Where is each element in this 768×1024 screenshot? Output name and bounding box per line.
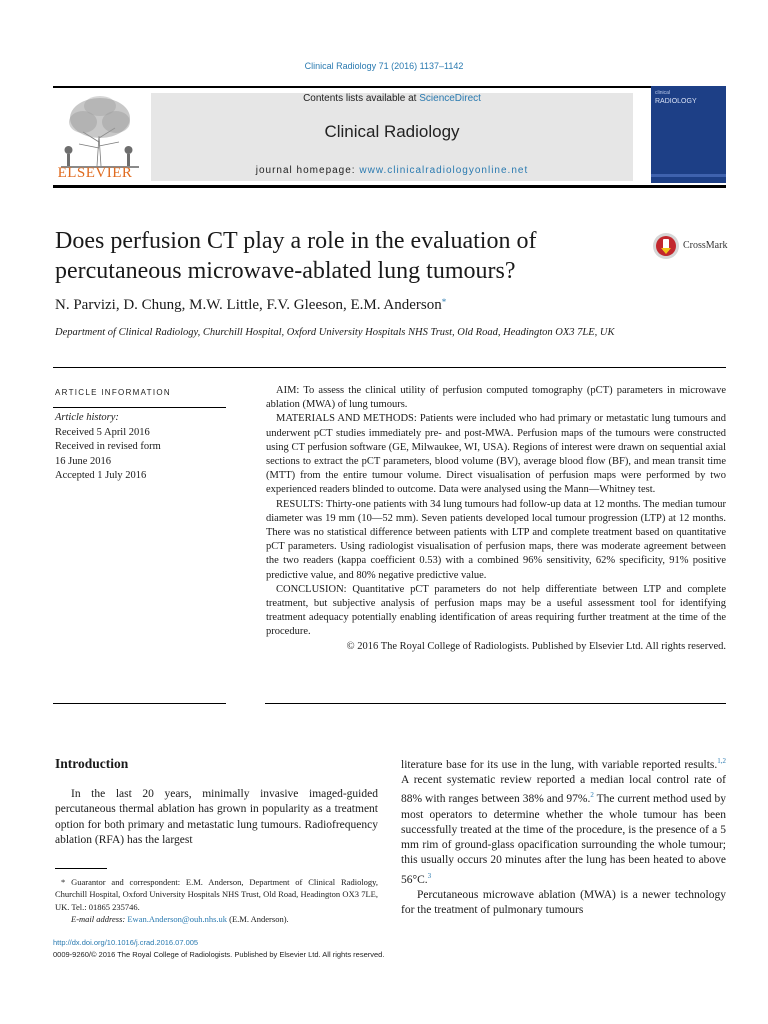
reference-link-1-2[interactable]: 1,2 xyxy=(717,757,726,765)
footnote-rule xyxy=(55,868,107,869)
right-p1-text-c: The current method used by most operators to determine whether the whole tumour has been successfully treated at the time of the procedure, is the presence of a 5 mm rim of ground-glass opacification surrounding the whole tumour; this usually occurs 20 minutes after the lung has been heated to above 56°C. xyxy=(401,793,726,886)
email-label: E-mail address: xyxy=(71,913,128,924)
revised-label: Received in revised form xyxy=(55,441,161,452)
journal-homepage-line xyxy=(151,165,633,176)
crossmark-label[interactable]: CrossMark xyxy=(683,240,728,251)
abstract xyxy=(266,384,726,654)
footnote-text: Guarantor and correspondent: E.M. Anderson, Department of Clinical Radiology, Churchill Hospital, Oxford University Hospitals NHS Trust, Old Road, Headington OX3 7LE, UK. Tel.: 01865 235746. xyxy=(55,877,378,912)
footnote-guarantor xyxy=(55,876,378,913)
homepage-prefix: journal homepage: xyxy=(255,165,360,176)
received-date: Received 5 April 2016 xyxy=(55,426,150,438)
elsevier-wordmark: ELSEVIER xyxy=(57,165,133,181)
article-title: Does perfusion CT play a role in the evaluation of percutaneous microwave-ablated lung tumours? xyxy=(55,228,537,284)
footnote xyxy=(55,876,378,925)
history-label: Article history: xyxy=(55,412,119,423)
footnote-email xyxy=(55,913,378,925)
doi-link[interactable]: http://dx.doi.org/10.1016/j.crad.2016.07.005 xyxy=(53,938,199,947)
author-list xyxy=(55,297,446,314)
journal-homepage-link[interactable]: www.clinicalradiologyonline.net xyxy=(359,165,529,176)
accepted-date: Accepted 1 July 2016 xyxy=(55,470,147,481)
left-column xyxy=(55,787,378,848)
journal-cover-thumbnail xyxy=(651,86,726,183)
contents-available-line xyxy=(151,93,633,104)
contents-prefix: Contents lists available at xyxy=(303,93,420,104)
right-paragraph-1 xyxy=(401,754,726,888)
email-suffix: (E.M. Anderson). xyxy=(227,913,289,924)
abstract-aim: AIM: To assess the clinical utility of perfusion computed tomography (pCT) parameters in microwave ablation (MWA) of lung tumours. xyxy=(266,385,726,411)
article-history xyxy=(55,411,161,484)
article-info-heading-rule xyxy=(53,407,226,408)
revised-date: 16 June 2016 xyxy=(55,455,111,467)
article-info-rule xyxy=(53,367,726,368)
journal-citation-link[interactable]: Clinical Radiology 71 (2016) 1137–1142 xyxy=(304,61,464,71)
author-names: N. Parvizi, D. Chung, M.W. Little, F.V. Gleeson, E.M. Anderson xyxy=(55,297,442,313)
reference-link-3[interactable]: 3 xyxy=(427,871,432,880)
article-info-heading: ARTICLE INFORMATION xyxy=(55,388,171,397)
article-info-bottom-rule xyxy=(53,703,226,704)
corresponding-author-mark[interactable]: * xyxy=(441,297,447,307)
cover-title-text: RADIOLOGY xyxy=(655,98,697,105)
reference-link-2[interactable]: 2 xyxy=(590,791,594,800)
sciencedirect-link[interactable]: ScienceDirect xyxy=(419,93,481,104)
crossmark-icon xyxy=(652,231,682,261)
issn-copyright: 0009-9260/© 2016 The Royal College of Radiologists. Published by Elsevier Ltd. All rights reserved. xyxy=(53,950,385,959)
journal-name: Clinical Radiology xyxy=(324,122,460,141)
introduction-paragraph: In the last 20 years, minimally invasive imaged-guided percutaneous thermal ablation has grown in popularity as a treatment option for both primary and metastatic lung tumours. Radiofrequency ablation (RFA) has the largest xyxy=(55,788,378,846)
abstract-results: RESULTS: Thirty-one patients with 34 lung tumours had follow-up data at 12 months. The median tumour diameter was 19 mm (10—52 mm). Seven patients developed local tumour progression (LTP) at 12 months. There was no statistical difference between patients with LTP and complete treatment based on quantitative pCT parameters. Using radiologist visualisation of perfusion maps, there was moderate agreement between the two readers (kappa coefficient 0.53) with a combined 96% sensitivity, 62% specificity, 91% positive predictive value, and 80% negative predictive value. xyxy=(266,498,726,581)
abstract-conclusion: CONCLUSION: Quantitative pCT parameters do not help differentiate between LTP and complete treatment, but subjective analysis of perfusion maps may be a useful assessment tool for identifying treatment adequacy potentially enabling identification of areas requiring further treatment at the time of the procedure. xyxy=(266,583,726,638)
footnote-mark: * xyxy=(61,877,66,887)
right-p1-text-b: A recent systematic review reported a median local control rate of 88% with ranges between 38% and 97%. xyxy=(401,774,726,806)
right-column xyxy=(401,754,726,918)
header-bottom-rule xyxy=(53,185,726,188)
introduction-heading: Introduction xyxy=(55,756,129,771)
abstract-methods: MATERIALS AND METHODS: Patients were included who had primary or metastatic lung tumours and underwent pCT studies immediately pre- and post-MWA. Perfusion maps of the tumours were constructed using CT perfusion software (GE, Milwaukee, WI, USA). Regions of interest were drawn on sequential axial sections to extract the pCT parameters, blood volume (BV), average blood flow (BF), and mean transit time (MTT) from the entire tumour volume. Direct visualisation of perfusion maps were performed by two experienced readers blinded to outcome. Data were analysed using the Mann—Whitney test. xyxy=(266,413,726,496)
right-paragraph-2: Percutaneous microwave ablation (MWA) is a newer technology for the treatment of pulmonary tumours xyxy=(401,888,726,917)
abstract-copyright: © 2016 The Royal College of Radiologists. Published by Elsevier Ltd. All rights reserved. xyxy=(346,640,726,652)
cover-strip xyxy=(651,174,726,177)
right-p1-text-a: literature base for its use in the lung, with variable reported results. xyxy=(401,758,718,771)
author-affiliation: Department of Clinical Radiology, Churchill Hospital, Oxford University Hospitals NHS Trust, Old Road, Headington OX3 7LE, UK xyxy=(55,327,615,338)
cover-top-text: clinical xyxy=(655,90,671,96)
abstract-bottom-rule xyxy=(265,703,726,704)
email-link[interactable]: Ewan.Anderson@ouh.nhs.uk xyxy=(127,913,228,924)
header-top-rule xyxy=(53,86,726,88)
